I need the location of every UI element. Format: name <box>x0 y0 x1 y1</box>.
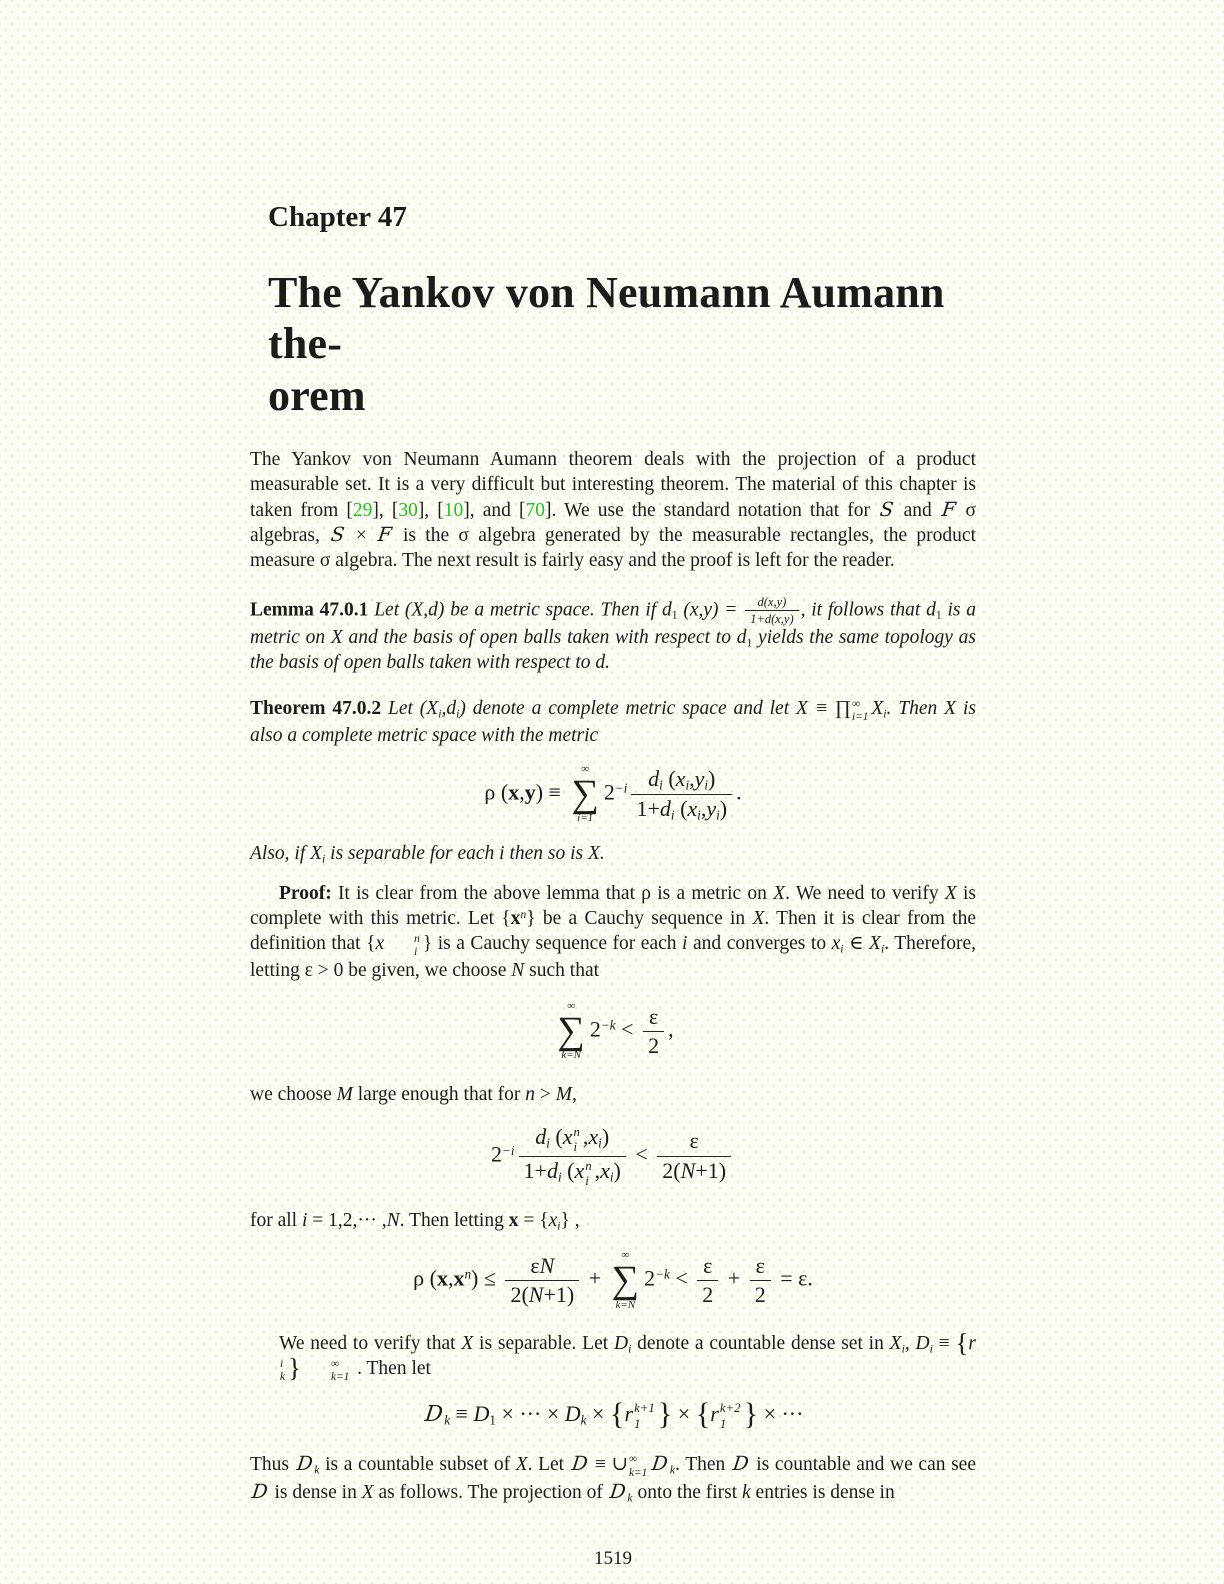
paragraph-thus-countable: Thus $D_k$ is a countable subset of X. Let D ≡ ∪ ∞ k=1 $D_k$. Then D is countable and we can see D is dense in X as follows. The projection of $D_k$ onto the first k entries is dense in <box>250 1451 976 1505</box>
chapter-label: Chapter 47 <box>268 201 407 233</box>
equation-rho-bound: ρ $(x,x^n)$ ≤ $\frac{\varepsilon N}{2(N+1)}$ + ∞ ∑ k=N $2^{-k}$ < $\frac{\varepsilon}{2}$ + $\frac{\varepsilon}{2}$ = ε. <box>413 1249 813 1311</box>
paragraph-intro: The Yankov von Neumann Aumann theorem deals with the projection of a product measurable set. It is a very difficult but interesting theorem. The material of this chapter is taken from [29], [30], [10], and [70]. We use the standard notation that for S and F σ algebras, S × F is the σ algebra generated by the measurable rectangles, the product measure σ algebra. The next result is fairly easy and the proof is left for the reader. <box>250 449 976 572</box>
theorem-47-0-2: Theorem 47.0.2 Let $(X_i,d_i)$ denote a complete metric space and let X ≡ ∏ ∞ i=1 $X_i$. Then X is also a complete metric space with the metric <box>250 697 976 747</box>
paragraph-for-all: for all i = 1,2,··· ,N. Then letting $x = \{x_i\}$ , <box>250 1209 580 1232</box>
paragraph-also-separable: Also, if $X_i$ is separable for each i then so is X. <box>250 842 605 866</box>
equation-dk-definition: $D_k \equiv D_1$ × ··· × $D_k \times \{r$ k+1 1 } × {r k+2 1 } × ··· <box>423 1396 804 1431</box>
chapter-title-line1: The Yankov von Neumann Aumann the- <box>268 268 945 369</box>
page-number: 1519 <box>594 1547 632 1569</box>
page-content <box>250 0 976 1570</box>
paragraph-proof: Proof: It is clear from the above lemma that ρ is a metric on X. We need to verify X is complete with this metric. Let $\{x^n\}$ be a Cauchy sequence in X. Then it is clear from the definition that {x n i } is a Cauchy sequence for each i and converges to $x_i$ ∈ $X_i$. Therefore, letting ε > 0 be given, we choose N such that <box>250 883 977 982</box>
equation-term-bound: $2^{-i}$ $d_i$ (x n i $,x_i$) $1+d_i$ (x n i $,x_i$) < $\frac{\varepsilon}{2(N+1)}$ <box>250 1124 976 1189</box>
chapter-title <box>268 267 976 421</box>
equation-product-metric: ρ (x,y) ≡ ∞ ∑ i=1 $2^{-i}$ $\frac{d_i (x_i,y_i)}{1+d_i (x_i,y_i)}$ . <box>484 762 742 825</box>
chapter-title-line2: orem <box>268 370 366 420</box>
equation-sum-epsilon: ∞ ∑ k=N $2^{-k}$ < $\frac{\varepsilon}{2}$ , <box>557 1000 674 1062</box>
paragraph-separable: We need to verify that X is separable. Let $D_i$ denote a countable dense set in $X_i$, $D_i \equiv \{r$ i k } ∞ k=1 . Then let <box>279 1327 976 1384</box>
paragraph-choose-m: we choose M large enough that for n > M, <box>250 1083 577 1105</box>
lemma-47-0-1: Lemma 47.0.1 Let (X,d) be a metric space. Then if $d_1$ (x,y) = $\frac{d(x,y)}{1+d(x,y)}$ , it follows that $d_1$ is a metric on X and the basis of open balls taken with respect to $d_1$ yields the same topology as the basis of open balls taken with respect to d. <box>250 594 977 674</box>
